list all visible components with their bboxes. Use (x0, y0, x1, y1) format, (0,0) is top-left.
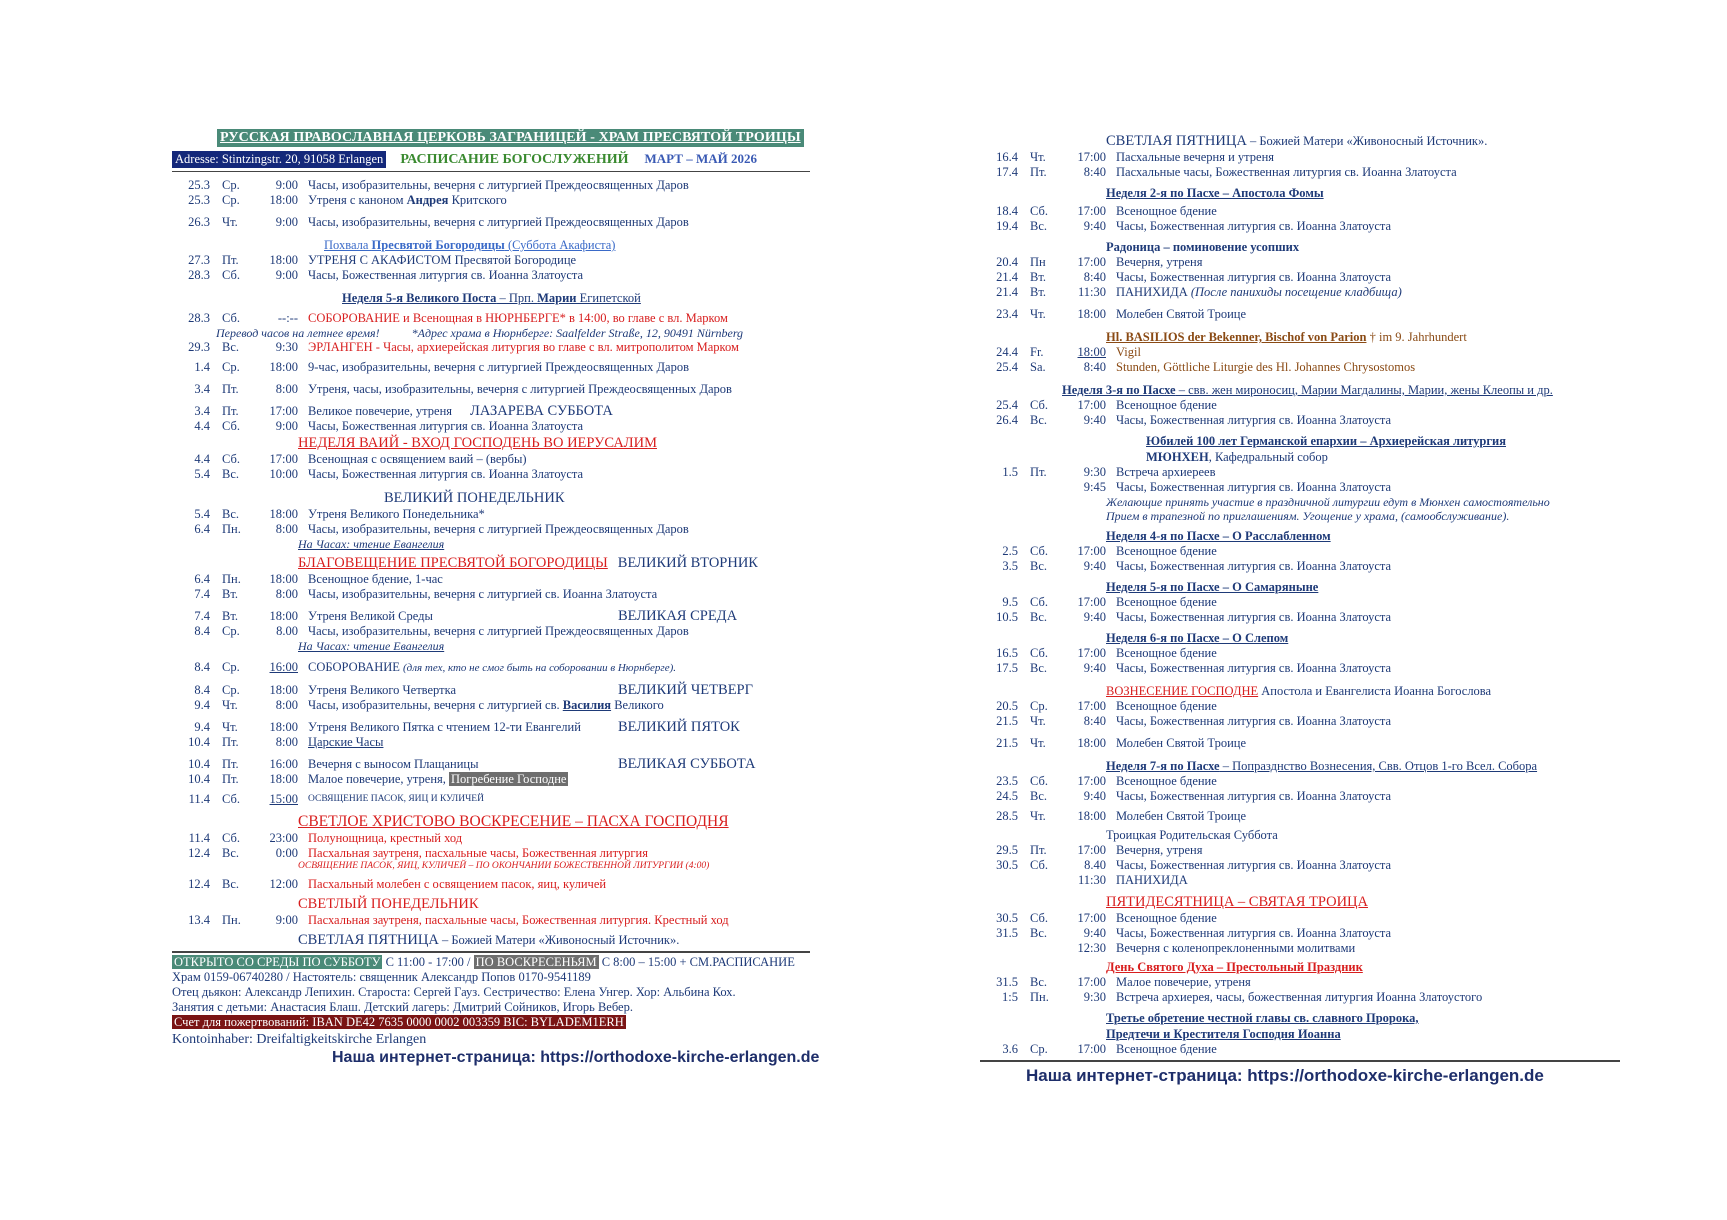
service-row: 25.3 Ср. 9:00 Часы, изобразительны, вечерня с литургией Преждеосвященных Даров (188, 178, 689, 192)
feast-heading: НЕДЕЛЯ ВАИЙ - ВХОД ГОСПОДЕНЬ ВО ИЕРУСАЛИМ (298, 435, 657, 451)
service-row: 21.4 Вт. 11:30 ПАНИХИДА (После панихиды посещение кладбища) (996, 285, 1402, 299)
service-row: 17.5 Вс. 9:40 Часы, Божественная литургия св. Иоанна Златоуста (996, 661, 1392, 675)
service-row: 10.5 Вс. 9:40 Часы, Божественная литургия св. Иоанна Златоуста (996, 610, 1392, 624)
service-row: 12:30 Вечерня с коленопреклоненными молитвами (1077, 941, 1356, 955)
service-row: 19.4 Вс. 9:40 Часы, Божественная литургия св. Иоанна Златоуста (996, 219, 1392, 233)
service-row: 30.5 Сб. 17:00 Всенощное бдение (996, 911, 1217, 925)
service-row: 7.4 Вт. 18:00 Утреня Великой Среды ВЕЛИКАЯ СРЕДА (194, 608, 738, 624)
service-row: 4.4 Сб. 9:00 Часы, Божественная литургия св. Иоанна Златоуста (194, 419, 584, 433)
service-row: 24.4 Fr. 18:00 Vigil (996, 345, 1141, 359)
service-row: 27.3 Пт. 18:00 УТРЕНЯ С АКАФИСТОМ Пресвятой Богородице (188, 253, 577, 267)
feast-heading: СВЕТЛОЕ ХРИСТОВО ВОСКРЕСЕНИЕ – ПАСХА ГОСПОДНЯ (298, 813, 729, 830)
header-divider (172, 171, 810, 172)
service-row: 9.4 Чт. 8:00 Часы, изобразительны, вечерня с литургией св. Василия Великого (194, 698, 664, 712)
schedule-period: МАРТ – МАЙ 2026 (644, 151, 757, 166)
feast-heading: СВЕТЛАЯ ПЯТНИЦА – Божией Матери «Живоносный Источник». (298, 932, 680, 948)
service-row: 12.4 Вс. 0:00 Пасхальная заутреня, пасхальные часы, Божественная литургия (188, 846, 648, 860)
service-row: 9:45 Часы, Божественная литургия св. Иоанна Златоуста (1083, 480, 1392, 494)
service-row: 7.4 Вт. 8:00 Часы, изобразительны, вечерня с литургией св. Иоанна Златоуста (194, 587, 658, 601)
service-row: 28.3 Сб. --:-- СОБОРОВАНИЕ и Всенощная в НЮРНБЕРГЕ* в 14:00, во главе с вл. Марком (188, 311, 728, 325)
service-row: 1:5 Пн. 9:30 Встреча архиерея, часы, божественная литургия Иоанна Златоустого (1002, 990, 1483, 1004)
note: ОСВЯЩЕНИЕ ПАСОК, ЯИЦ, КУЛИЧЕЙ – ПО ОКОНЧАНИИ БОЖЕСТВЕННОЙ ЛИТУРГИИ (4:00) (298, 861, 710, 871)
service-row: 11.4 Сб. 15:00 ОСВЯЩЕНИЕ ПАСОК, ЯИЦ И КУЛИЧЕЙ (188, 792, 484, 806)
service-row: 29.5 Пт. 17:00 Вечерня, утреня (996, 843, 1203, 857)
feast-heading: День Святого Духа – Престольный Праздник (1106, 960, 1363, 974)
service-row: 23.5 Сб. 17:00 Всенощное бдение (996, 774, 1217, 788)
note: На Часах: чтение Евангелия (298, 537, 445, 551)
note: На Часах: чтение Евангелия (298, 639, 445, 653)
service-row: 18.4 Сб. 17:00 Всенощное бдение (996, 204, 1217, 218)
service-row: 8.4 Ср. 18:00 Утреня Великого Четвертка ВЕЛИКИЙ ЧЕТВЕРГ (194, 682, 753, 698)
service-row: 13.4 Пн. 9:00 Пасхальная заутреня, пасхальные часы, Божественная литургия. Крестный ход (188, 913, 729, 927)
service-row: 6.4 Пн. 8:00 Часы, изобразительны, вечерня с литургией Преждеосвященных Даров (194, 522, 689, 536)
service-row: 29.3 Вс. 9:30 ЭРЛАНГЕН - Часы, архиерейская литургия во главе с вл. митрополитом Марком (188, 340, 739, 354)
service-row: 21.4 Вт. 8:40 Часы, Божественная литургия св. Иоанна Златоуста (996, 270, 1392, 284)
service-row: 1.5 Пт. 9:30 Встреча архиереев (1002, 465, 1216, 479)
note: Желающие принять участие в праздничной литургии едут в Мюнхен самостоятельно (1106, 495, 1550, 509)
service-row: 6.4 Пн. 18:00 Всенощное бдение, 1-час (194, 572, 443, 586)
staff-line: Отец дьякон: Александр Лепихин. Староста: Сергей Гауз. Сестричество: Елена Унгер. Хор: Альбина Кох. (172, 985, 736, 999)
website-link[interactable]: Наша интернет-страница: https://orthodoxe-kirche-erlangen.de (1026, 1066, 1544, 1085)
footer-divider (980, 1060, 1620, 1086)
feast-heading: Неделя 7-я по Пасхе – Попразднство Вознесения, Свв. Отцов 1-го Всел. Собора (1106, 759, 1538, 773)
service-row: 31.5 Вс. 17:00 Малое повечерие, утреня (996, 975, 1251, 989)
service-row: 17.4 Пт. 8:40 Пасхальные часы, Божественная литургия св. Иоанна Златоуста (996, 165, 1457, 179)
service-row: 5.4 Вс. 18:00 Утреня Великого Понедельника* (194, 507, 485, 521)
service-row: 28.3 Сб. 9:00 Часы, Божественная литургия св. Иоанна Златоуста (188, 268, 584, 282)
service-row: 11.4 Сб. 23:00 Полунощница, крестный ход (188, 831, 463, 845)
service-row: 21.5 Чт. 8:40 Часы, Божественная литургия св. Иоанна Златоуста (996, 714, 1392, 728)
service-row: 28.5 Чт. 18:00 Молебен Святой Троице (996, 809, 1247, 823)
right-page (980, 132, 1620, 1086)
address-badge: Adresse: Stintzingstr. 20, 91058 Erlangen (172, 151, 386, 168)
footer-info: ОТКРЫТО СО СРЕДЫ ПО СУББОТУ С 11:00 - 17:00 / ПО ВОСКРЕСЕНЬЯМ С 8:00 – 15:00 + СМ.РАСПИСАНИЕ Храм 0159-06740280 / Настоятель: священник Александр Попов 0170-9541189 Отец дьякон: Александр Лепихин. Староста: Сергей Гауз. Сестричество: Елена Унгер. Хор: Альбина Кох. Занятия с детьми: Анастасия Блаш. Детский лагерь: Дмитрий Сойников, Игорь Вебер. Счет для пожертвований: IBAN DE42 7635 0000 0002 003359 BIC: BYLADEM1ERH Kontoinhaber: Dreifaltigkeitskirche Erlangen Наша интернет-страница: https://orthodoxe-kirche-erlangen.de (172, 951, 810, 1065)
account-holder: Kontoinhaber: Dreifaltigkeitskirche Erlangen (172, 1032, 427, 1047)
feast-heading: ВЕЛИКИЙ ПОНЕДЕЛЬНИК (384, 490, 565, 506)
feast-heading: Юбилей 100 лет Германской епархии – Архиерейская литургия (1146, 434, 1506, 448)
header-line (172, 151, 810, 168)
opening-days: ОТКРЫТО СО СРЕДЫ ПО СУББОТУ (174, 955, 381, 969)
service-row: 8.4 Ср. 8.00 Часы, изобразительны, вечерня с литургией Преждеосвященных Даров (194, 624, 689, 638)
service-row: 3.6 Ср. 17:00 Всенощное бдение (1002, 1042, 1217, 1056)
feast-heading: Похвала Пресвятой Богородицы (Суббота Акафиста) (324, 238, 616, 252)
feast-heading: ВОЗНЕСЕНИЕ ГОСПОДНЕ Апостола и Евангелиста Иоанна Богослова (1106, 684, 1492, 698)
service-row: 10.4 Пт. 16:00 Вечерня с выносом Плащаницы ВЕЛИКАЯ СУББОТА (188, 756, 756, 772)
feast-heading: Неделя 2-я по Пасхе – Апостола Фомы (1106, 186, 1324, 200)
service-row: 16.4 Чт. 17:00 Пасхальные вечерня и утреня (996, 150, 1275, 164)
feast-heading: Предтечи и Крестителя Господня Иоанна (1106, 1027, 1341, 1041)
service-row: 9.5 Сб. 17:00 Всенощное бдение (1002, 595, 1217, 609)
feast-heading: Радоница – поминовение усопших (1106, 240, 1300, 254)
feast-heading: Третье обретение честной главы св. славного Пророка, (1106, 1011, 1419, 1025)
service-row: 21.5 Чт. 18:00 Молебен Святой Троице (996, 736, 1247, 750)
service-row: 4.4 Сб. 17:00 Всенощная с освящением ваий – (вербы) (194, 452, 527, 466)
service-row: 3.5 Вс. 9:40 Часы, Божественная литургия св. Иоанна Златоуста (1002, 559, 1392, 573)
note: Прием в трапезной по приглашениям. Угощение у храма, (самообслуживание). (1106, 509, 1510, 523)
service-row: 12.4 Вс. 12:00 Пасхальный молебен с освящением пасок, яиц, куличей (188, 877, 607, 891)
service-row: 24.5 Вс. 9:40 Часы, Божественная литургия св. Иоанна Златоуста (996, 789, 1392, 803)
feast-heading: Неделя 3-я по Пасхе – свв. жен мироносиц, Марии Магдалины, Марии, жены Клеопы и др. (1062, 383, 1553, 397)
service-row: 5.4 Вс. 10:00 Часы, Божественная литургия св. Иоанна Златоуста (194, 467, 584, 481)
service-row: 11:30 ПАНИХИДА (1077, 873, 1188, 887)
service-row: 1.4 Ср. 18:00 9-час, изобразительны, вечерня с литургией Преждеосвященных Даров (194, 360, 689, 374)
feast-heading: Троицкая Родительская Суббота (1106, 828, 1278, 842)
service-row: 20.4 Пн 17:00 Вечерня, утреня (996, 255, 1203, 269)
service-row: 31.5 Вс. 9:40 Часы, Божественная литургия св. Иоанна Златоуста (996, 926, 1392, 940)
bank-details: Счет для пожертвований: IBAN DE42 7635 0000 0002 003359 BIC: BYLADEM1ERH (174, 1015, 624, 1029)
feast-subheading: МЮНХЕН, Кафедральный собор (1146, 450, 1328, 464)
service-row: 16.5 Сб. 17:00 Всенощное бдение (996, 646, 1217, 660)
service-row: 23.4 Чт. 18:00 Молебен Святой Троице (996, 307, 1247, 321)
service-row: 8.4 Ср. 16:00 СОБОРОВАНИЕ (для тех, кто не смог быть на соборовании в Нюрнберге). (194, 660, 677, 674)
service-row: 30.5 Сб. 8.40 Часы, Божественная литургия св. Иоанна Златоуста (996, 858, 1392, 872)
schedule-title: РАСПИСАНИЕ БОГОСЛУЖЕНИЙ (400, 152, 629, 167)
service-row: 10.4 Пт. 18:00 Малое повечерие, утреня, Погребение Господне (188, 772, 567, 786)
feast-heading: СВЕТЛЫЙ ПОНЕДЕЛЬНИК (298, 896, 479, 912)
feast-heading: СВЕТЛАЯ ПЯТНИЦА – Божией Матери «Живоносный Источник». (1106, 133, 1488, 149)
service-row: 25.3 Ср. 18:00 Утреня с каноном Андрея Критского (188, 193, 507, 207)
church-title: РУССКАЯ ПРАВОСЛАВНАЯ ЦЕРКОВЬ ЗАГРАНИЦЕЙ - ХРАМ ПРЕСВЯТОЙ ТРОИЦЫ (217, 129, 804, 147)
note: Перевод часов на летнее время! *Адрес храма в Нюрнберге: Saalfelder Straße, 12, 90491 Nürnberg (216, 326, 744, 340)
service-row: 26.4 Вс. 9:40 Часы, Божественная литургия св. Иоанна Златоуста (996, 413, 1392, 427)
website-link[interactable]: Наша интернет-страница: https://orthodoxe-kirche-erlangen.de (332, 1049, 820, 1066)
feast-heading: Неделя 5-я Великого Поста – Прп. Марии Египетской (342, 291, 641, 305)
service-row: 9.4 Чт. 18:00 Утреня Великого Пятка с чтением 12-ти Евангелий ВЕЛИКИЙ ПЯТОК (194, 719, 740, 735)
contact-line: Храм 0159-06740280 / Настоятель: священник Александр Попов 0170-9541189 (172, 970, 591, 984)
service-row: 26.3 Чт. 9:00 Часы, изобразительны, вечерня с литургией Преждеосвященных Даров (188, 215, 689, 229)
feast-heading: Hl. BASILIOS der Bekenner, Bischof von Parion † im 9. Jahrhundert (1106, 330, 1467, 344)
feast-heading: ПЯТИДЕСЯТНИЦА – СВЯТАЯ ТРОИЦА (1106, 894, 1368, 910)
service-row: 25.4 Сб. 17:00 Всенощное бдение (996, 398, 1217, 412)
feast-heading: Неделя 5-я по Пасхе – О Самаряныне (1106, 580, 1319, 594)
service-row: 3.4 Пт. 8:00 Утреня, часы, изобразительны, вечерня с литургией Преждеосвященных Даров (194, 382, 732, 396)
feast-heading: Неделя 4-я по Пасхе – О Расслабленном (1106, 529, 1331, 543)
staff-line: Занятия с детьми: Анастасия Блаш. Детский лагерь: Дмитрий Сойников, Игорь Вебер. (172, 1000, 633, 1014)
feast-heading: Неделя 6-я по Пасхе – О Слепом (1106, 631, 1289, 645)
left-page (172, 128, 820, 1066)
service-row: 20.5 Ср. 17:00 Всенощное бдение (996, 699, 1217, 713)
feast-heading: БЛАГОВЕЩЕНИЕ ПРЕСВЯТОЙ БОГОРОДИЦЫ ВЕЛИКИЙ ВТОРНИК (298, 555, 758, 571)
service-row: 25.4 Sa. 8:40 Stunden, Göttliche Liturgie des Hl. Johannes Chrysostomos (996, 360, 1416, 374)
service-row: 10.4 Пт. 8:00 Царские Часы (188, 735, 384, 749)
service-row: 3.4 Пт. 17:00 Великое повечерие, утреня ЛАЗАРЕВА СУББОТА (194, 403, 613, 419)
service-row: 2.5 Сб. 17:00 Всенощное бдение (1002, 544, 1217, 558)
